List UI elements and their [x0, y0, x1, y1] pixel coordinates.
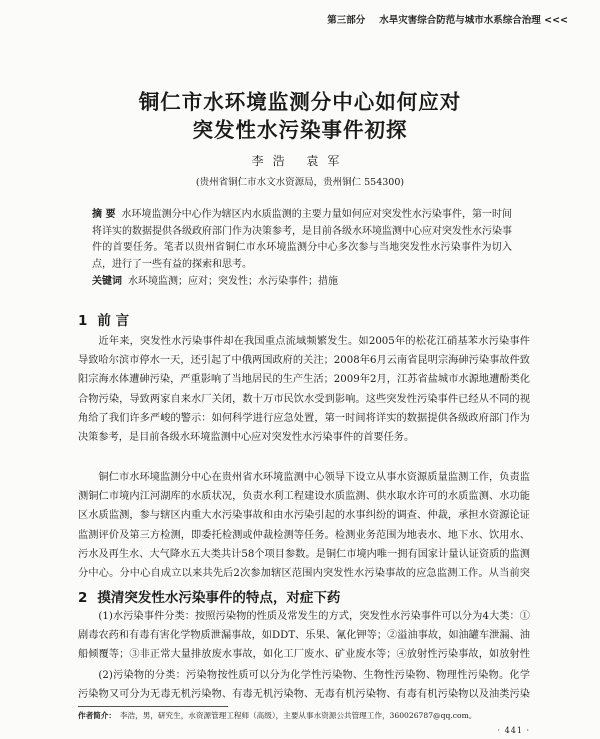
section-1-title: 前 言 — [97, 313, 130, 329]
author-footnote — [78, 710, 530, 721]
footnote-divider — [78, 706, 228, 707]
section-2-paragraph-2: (2)污染物的分类：污染物按性质可以分为化学性污染物、生物性污染物、物理性污染物。化学污染物又可分为无毒无机污染物、有毒无机污染物、无毒有机污染物、有毒有机污染物以及油类污染 — [78, 670, 530, 701]
footnote-label: 作者简介： — [78, 711, 116, 720]
section-1-paragraph-2: 铜仁市水环境监测分中心在贵州省水环境监测中心领导下设立从事水资源质量监测工作，负责监测铜仁市境内江河湖库的水质状况，负责水利工程建设水质监测、供水取水许可的水质监测、水功能区水质监测，参与辖区内重大水污染事故和由水污染引起的水事纠纷的调查、仲裁，承担水资源论证监测评价及第三方检测，即委托检测或仲裁检测等任务。检测业务范围为地表水、地下水、饮用水、污水及再生水、大气降水五大类共计58个项目参数。是铜仁市境内唯一拥有国家计量认证资质的监测分中心。分中心自成立以来共先后2次参加辖区范围内突发性水污染事故的应急监测工作。从当前突 — [78, 472, 530, 580]
abstract-label: 摘 要 — [92, 209, 116, 220]
section-1-number: 1 — [78, 313, 88, 329]
abstract — [92, 207, 512, 273]
footnote-text: 李浩，男，研究生，水资源管理工程师（高级），主要从事水资源公共管理工作，360026787@qq.com。 — [119, 711, 477, 720]
running-head — [327, 12, 568, 26]
section-1-paragraph-1: 近年来，突发性水污染事件却在我国重点流域频繁发生。如2005年的松花江硝基苯水污染事件导致哈尔滨市停水一天，还引起了中俄两国政府的关注；2008年6月云南省昆明宗海砷污染事故件致阳宗海水体遭砷污染，严重影响了当地居民的生产生活；2009年2月，江苏省盐城市水源地遭酚类化合物污染，导致两家自来水厂关闭，数十万市民饮水受到影响。这些突发性污染事件已经从不同的视角给了我们许多严峻的警示：如何科学进行应急处置，第一时间将详实的数据提供各级政府部门作为决策参考，是目前各级水环境监测中心应对突发性水污染事件的首要任务。 — [78, 336, 530, 444]
article-title-line-1: 铜仁市水环境监测分中心如何应对 — [138, 90, 462, 114]
page-number: · 441 · — [497, 726, 530, 735]
keywords-label: 关键词 — [92, 276, 122, 287]
running-head-title: 水旱灾害综合防范与城市水系综合治理 — [379, 15, 541, 26]
article-affiliation: (贵州省铜仁市水文水资源局，贵州铜仁 554300) — [195, 177, 405, 188]
abstract-text: 水环境监测分中心作为辖区内水质监测的主要力量如何应对突发性水污染事件，第一时间将详实的数据提供各级政府部门作为决策参考，是目前各级水环境监测中心应对突发性水污染事件的首要任务。笔者以贵州省铜仁市水环境监测分中心多次参与当地突发性水污染事件为切入点，进行了一些有益的探索和思考。 — [92, 209, 513, 270]
running-head-marker: <<< — [544, 15, 568, 26]
keywords-text: 水环境监测；应对；突发性；水污染事件；措施 — [128, 276, 338, 287]
section-1-heading — [78, 309, 129, 329]
article-title-line-2: 突发性水污染事件初探 — [192, 118, 408, 142]
article-title — [0, 88, 600, 144]
section-2-title: 摸清突发性水污染事件的特点，对症下药 — [97, 590, 341, 606]
running-head-part: 第三部分 — [327, 15, 366, 26]
section-2-paragraph-1: (1)水污染事件分类：按照污染物的性质及常发生的方式，突发性水污染事件可以分为4大类：①剧毒农药和有毒有害化学物质泄漏事故，如DDT、乐果、氰化钾等；②溢油事故，如油罐车泄漏、油船倾覆等；③非正常大量排放废水事故，如化工厂废水、矿业废水等；④放射性污染事故，如放射性 — [78, 611, 530, 661]
article-authors: 李浩 袁军 — [251, 154, 349, 168]
section-2-number: 2 — [78, 590, 88, 606]
keywords — [92, 274, 512, 290]
section-2-heading — [78, 586, 340, 606]
